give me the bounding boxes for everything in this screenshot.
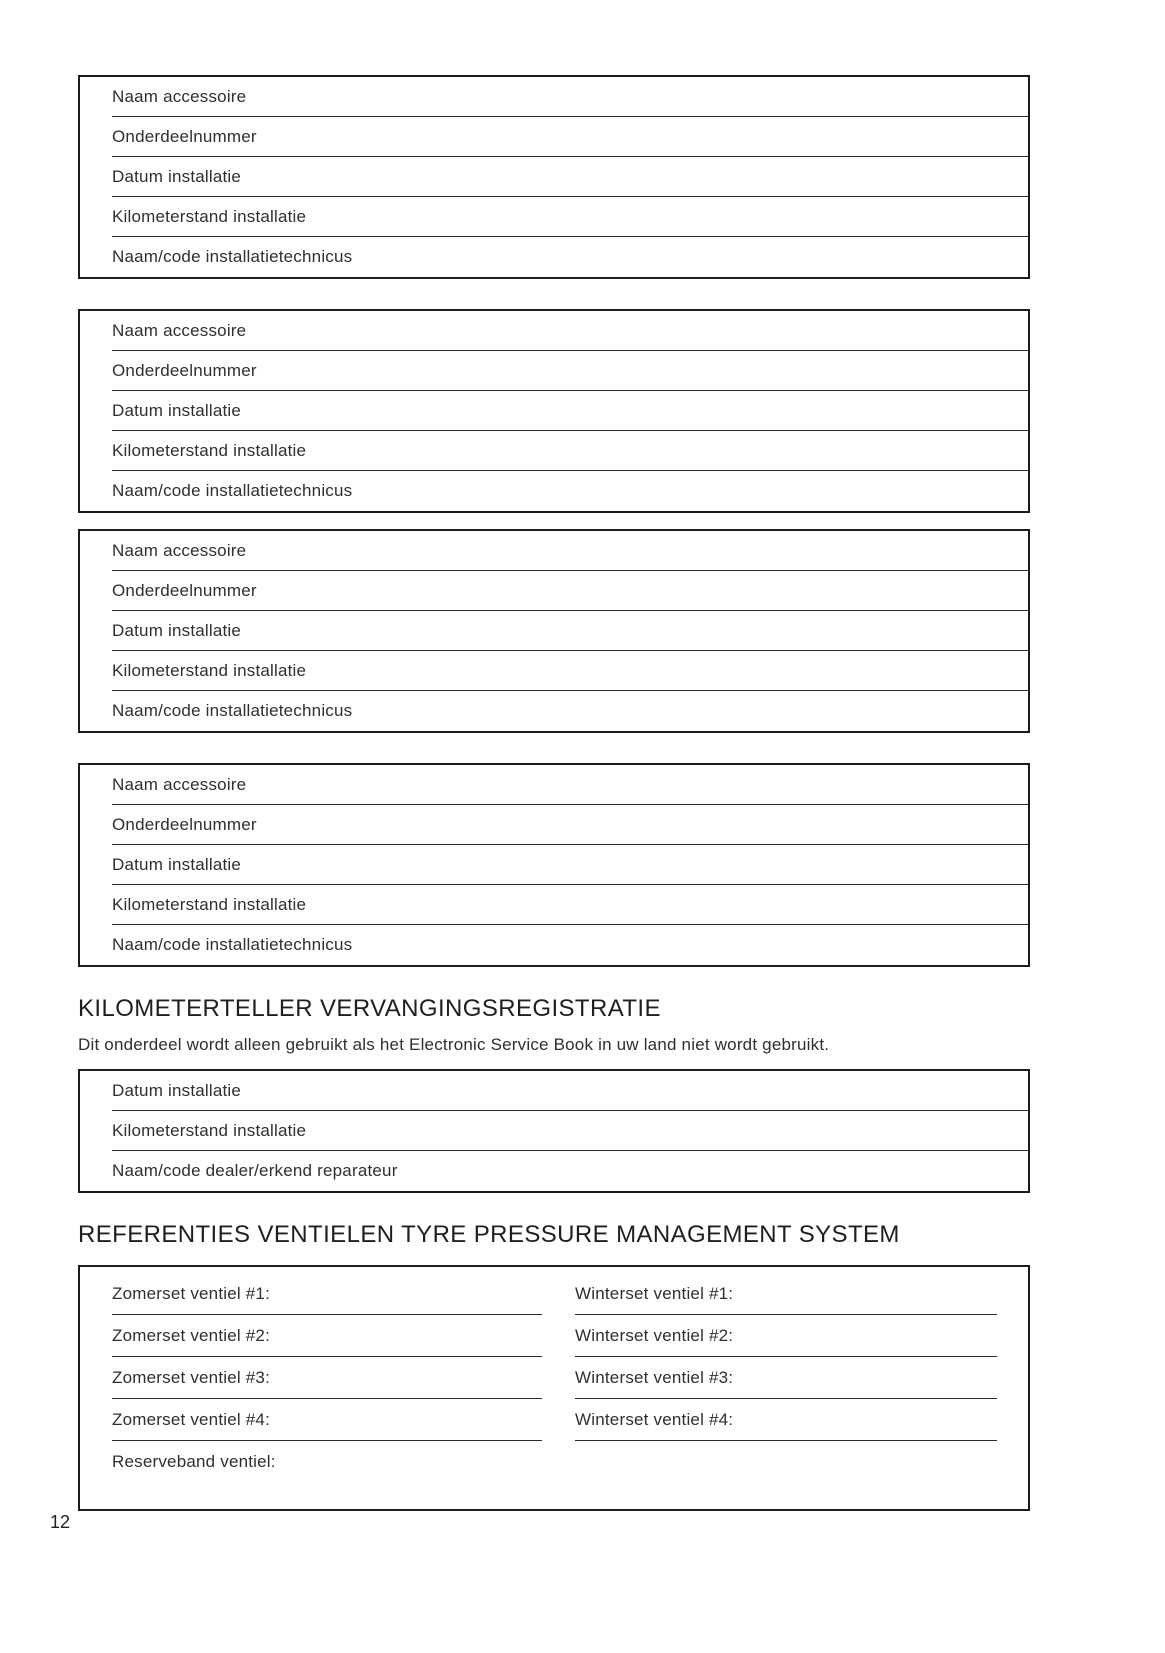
accessory-box-2 [78, 309, 1030, 513]
field-row [112, 77, 1028, 117]
field-label: Naam/code installatietechnicus [112, 701, 353, 720]
field-row [112, 885, 1028, 925]
accessory-box-3 [78, 529, 1030, 733]
tpms-field-row [575, 1399, 997, 1441]
accessory-box-4 [78, 763, 1030, 967]
odometer-box [78, 1069, 1030, 1193]
field-row [112, 845, 1028, 885]
tpms-field-row [575, 1315, 997, 1357]
field-label: Zomerset ventiel #4: [112, 1409, 271, 1429]
field-label: Zomerset ventiel #3: [112, 1367, 271, 1387]
odometer-section-note: Dit onderdeel wordt alleen gebruikt als het Electronic Service Book in uw land niet wordt gebruikt. [78, 1035, 830, 1054]
field-label: Winterset ventiel #1: [575, 1283, 734, 1303]
tpms-field-row [112, 1357, 542, 1399]
field-label: Naam accessoire [112, 774, 247, 794]
field-row [112, 651, 1028, 691]
tpms-box [78, 1265, 1030, 1511]
field-row [112, 1071, 1028, 1111]
field-row [112, 117, 1028, 157]
field-label: Reserveband ventiel: [112, 1452, 276, 1471]
field-label: Datum installatie [112, 400, 242, 420]
field-label: Winterset ventiel #4: [575, 1409, 734, 1429]
tpms-field-row [112, 1399, 542, 1441]
tpms-winter-column [575, 1273, 997, 1483]
accessory-box-1 [78, 75, 1030, 279]
field-label: Naam accessoire [112, 86, 247, 106]
field-row [112, 471, 1028, 511]
field-row [112, 805, 1028, 845]
field-label: Kilometerstand installatie [112, 440, 307, 460]
field-label: Datum installatie [112, 854, 242, 874]
tpms-section-title: REFERENTIES VENTIELEN TYRE PRESSURE MANAGEMENT SYSTEM [78, 1221, 900, 1248]
field-label: Naam/code installatietechnicus [112, 481, 353, 500]
field-label: Naam/code installatietechnicus [112, 247, 353, 266]
field-label: Kilometerstand installatie [112, 660, 307, 680]
field-label: Datum installatie [112, 166, 242, 186]
field-row [112, 925, 1028, 965]
field-label: Kilometerstand installatie [112, 1120, 307, 1140]
field-row [112, 765, 1028, 805]
field-row [112, 531, 1028, 571]
tpms-spare-row [112, 1441, 542, 1483]
field-row [112, 351, 1028, 391]
field-label: Winterset ventiel #2: [575, 1325, 734, 1345]
field-label: Kilometerstand installatie [112, 206, 307, 226]
field-label: Naam accessoire [112, 320, 247, 340]
field-row [112, 691, 1028, 731]
field-label: Winterset ventiel #3: [575, 1367, 734, 1387]
tpms-field-row [112, 1273, 542, 1315]
field-label: Zomerset ventiel #1: [112, 1283, 271, 1303]
field-row [112, 237, 1028, 277]
field-label: Onderdeelnummer [112, 126, 257, 146]
field-row [112, 197, 1028, 237]
tpms-field-row [575, 1357, 997, 1399]
field-label: Naam accessoire [112, 540, 247, 560]
field-label: Zomerset ventiel #2: [112, 1325, 271, 1345]
page-content [78, 75, 1030, 1511]
field-row [112, 1151, 1028, 1191]
field-row [112, 391, 1028, 431]
field-row [112, 431, 1028, 471]
odometer-section-title: KILOMETERTELLER VERVANGINGSREGISTRATIE [78, 995, 661, 1022]
field-label: Onderdeelnummer [112, 580, 257, 600]
tpms-field-row [112, 1315, 542, 1357]
field-label: Datum installatie [112, 1080, 242, 1100]
field-row [112, 611, 1028, 651]
field-label: Kilometerstand installatie [112, 894, 307, 914]
field-label: Onderdeelnummer [112, 360, 257, 380]
field-label: Naam/code dealer/erkend reparateur [112, 1161, 398, 1180]
field-row [112, 311, 1028, 351]
field-row [112, 157, 1028, 197]
page-number: 12 [50, 1512, 71, 1532]
field-row [112, 1111, 1028, 1151]
field-label: Naam/code installatietechnicus [112, 935, 353, 954]
field-label: Datum installatie [112, 620, 242, 640]
tpms-field-row [575, 1273, 997, 1315]
tpms-summer-column [112, 1273, 542, 1483]
field-label: Onderdeelnummer [112, 814, 257, 834]
field-row [112, 571, 1028, 611]
